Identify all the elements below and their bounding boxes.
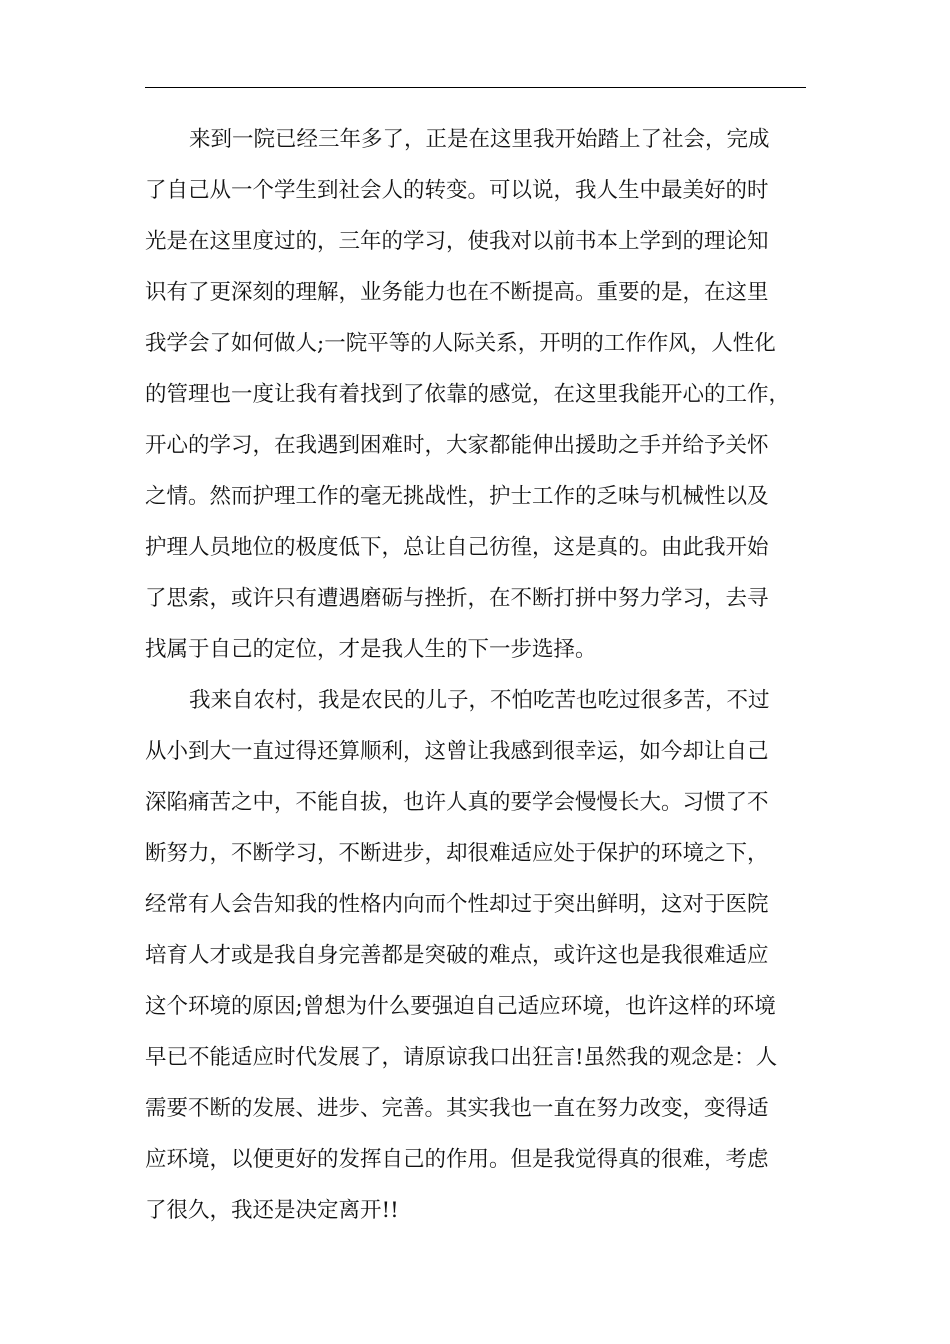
text-line: 从小到大一直过得还算顺利，这曾让我感到很幸运，如今却让自己 (145, 739, 769, 764)
text-line: 断努力，不断学习，不断进步，却很难适应处于保护的环境之下， (145, 841, 769, 866)
text-line: 识有了更深刻的理解，业务能力也在不断提高。重要的是，在这里 (145, 280, 769, 305)
text-line: 光是在这里度过的，三年的学习，使我对以前书本上学到的理论知 (145, 229, 769, 254)
text-line: 早已不能适应时代发展了，请原谅我口出狂言!虽然我的观念是：人 (145, 1045, 778, 1070)
text-line: 这个环境的原因;曾想为什么要强迫自己适应环境，也许这样的环境 (145, 994, 776, 1019)
text-line: 我来自农村，我是农民的儿子，不怕吃苦也吃过很多苦，不过 (189, 688, 770, 713)
text-line: 了思索，或许只有遭遇磨砺与挫折，在不断打拼中努力学习，去寻 (145, 586, 769, 611)
text-line: 了自己从一个学生到社会人的转变。可以说，我人生中最美好的时 (145, 178, 769, 203)
text-line: 开心的学习，在我遇到困难时，大家都能伸出援助之手并给予关怀 (145, 433, 769, 458)
text-line: 我学会了如何做人;一院平等的人际关系，开明的工作作风，人性化 (145, 331, 776, 356)
text-line: 培育人才或是我自身完善都是突破的难点，或许这也是我很难适应 (145, 943, 769, 968)
text-line: 之情。然而护理工作的毫无挑战性，护士工作的乏味与机械性以及 (145, 484, 769, 509)
text-line: 来到一院已经三年多了，正是在这里我开始踏上了社会，完成 (189, 127, 770, 152)
text-line: 找属于自己的定位，才是我人生的下一步选择。 (145, 637, 597, 662)
text-line: 了很久，我还是决定离开!! (145, 1198, 399, 1223)
document-body (145, 114, 809, 1236)
text-line: 的管理也一度让我有着找到了依靠的感觉，在这里我能开心的工作， (145, 382, 791, 407)
paragraph-1 (145, 114, 809, 675)
paragraph-2 (145, 675, 809, 1236)
text-line: 需要不断的发展、进步、完善。其实我也一直在努力改变，变得适 (145, 1096, 769, 1121)
text-line: 经常有人会告知我的性格内向而个性却过于突出鲜明，这对于医院 (145, 892, 769, 917)
text-line: 深陷痛苦之中，不能自拔，也许人真的要学会慢慢长大。习惯了不 (145, 790, 769, 815)
header-rule (145, 87, 806, 88)
text-line: 应环境，以便更好的发挥自己的作用。但是我觉得真的很难，考虑 (145, 1147, 769, 1172)
text-line: 护理人员地位的极度低下，总让自己彷徨，这是真的。由此我开始 (145, 535, 769, 560)
